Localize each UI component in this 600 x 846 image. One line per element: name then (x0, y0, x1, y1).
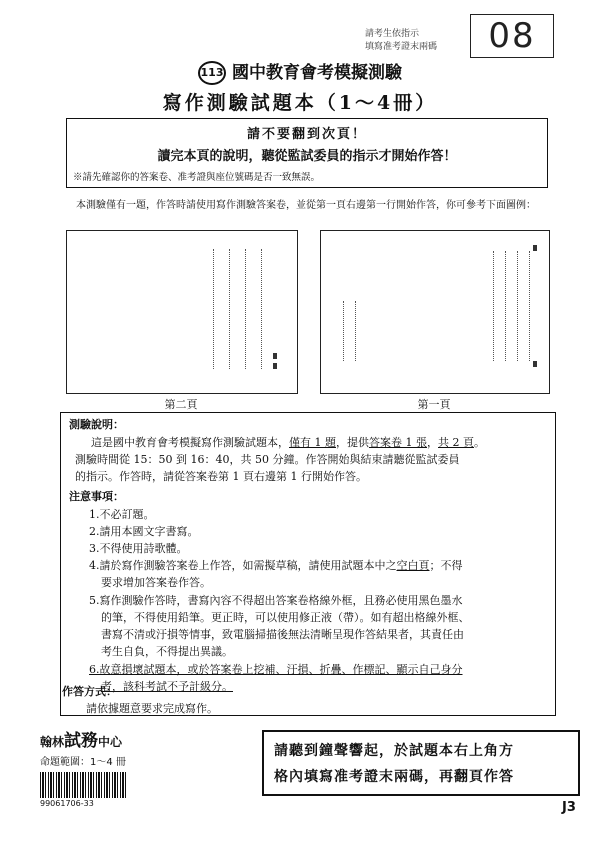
corner-instruction-line2: 填寫准考證末兩碼 (365, 42, 438, 52)
notice-line2: 讀完本頁的說明，聽從監試委員的指示才開始作答！ (157, 149, 457, 164)
final-instruction-box (262, 730, 580, 796)
exam-title (0, 58, 600, 85)
book-title: 寫作測驗試題本（1～4冊） (162, 92, 438, 114)
exam-range: 命題範圍：1～4 冊 (40, 757, 126, 768)
barcode-number: 99061706-33 (40, 799, 94, 808)
notice-line3: ※請先確認你的答案卷、准考證與座位號碼是否一致無誤。 (73, 172, 321, 183)
publisher-block (40, 726, 160, 808)
corner-instruction-line1: 請考生依指示 (365, 29, 420, 39)
instructions-box (60, 412, 556, 716)
caption-page2: 第二頁 (164, 398, 198, 411)
note-3: 3.不得使用詩歌體。 (89, 542, 188, 555)
instructions-p1-e: ， (427, 436, 438, 449)
instructions-heading: 測驗說明： (69, 418, 124, 431)
answer-sheet-page1-example (320, 230, 550, 394)
publisher-brand (40, 726, 160, 751)
exam-title-text: 國中教育會考模擬測驗 (232, 63, 402, 83)
answer-text: 請依據題意要求完成寫作。 (86, 702, 218, 715)
note-5-c: 書寫不清或汙損等情事，致電腦掃描後無法清晰呈現作答結果者，其責任由 (101, 628, 464, 641)
instructions-p2: 測驗時間從 15：50 到 16：40，共 50 分鐘。作答開始與結束請聽從監試委員 (75, 453, 460, 466)
page-code: J3 (562, 800, 576, 815)
instructions-p1-a: 這是國中教育會考模擬寫作測驗試題本， (91, 436, 289, 449)
instructions-p1 (91, 435, 485, 451)
note-1: 1.不必訂題。 (89, 508, 155, 521)
note-4-b: 空白頁 (396, 559, 430, 572)
instructions-p1-g: 。 (474, 436, 485, 449)
note-4 (89, 558, 463, 574)
note-5-b: 的筆，不得使用鉛筆。更正時，可以使用修正液（帶）。如有超出格線外框、 (101, 611, 470, 624)
note-4-cont: 要求增加答案卷作答。 (101, 576, 211, 589)
corner-instruction (365, 28, 437, 54)
brand-suffix: 中心 (98, 735, 123, 749)
exam-id-box[interactable]: 08 (470, 14, 554, 58)
answer-heading: 作答方式： (62, 685, 117, 698)
caption-page1: 第一頁 (417, 398, 451, 411)
note-4-a: 4.請於寫作測驗答案卷上作答，如需擬草稿，請使用試題本中之 (89, 559, 397, 572)
note-5-a: 5.寫作測驗作答時，書寫內容不得超出答案卷格線外框，且務必使用黑色墨水 (89, 594, 463, 607)
note-4-c: ；不得 (429, 559, 463, 572)
brand-main: 試務 (64, 731, 99, 751)
notes-heading: 注意事項： (69, 490, 124, 503)
instructions-p1-f: 共 2 頁 (438, 436, 474, 449)
notice-box (66, 118, 548, 188)
exam-number-badge: 113 (198, 61, 226, 85)
instructions-p1-d: 答案卷 1 張 (369, 436, 427, 449)
instructions-p3: 的指示。作答時，請從答案卷第 1 頁右邊第 1 行開始作答。 (75, 470, 367, 483)
final-instruction-line1: 請聽到鐘聲響起，於試題本右上角方 (274, 743, 514, 759)
brand-prefix: 翰林 (40, 735, 65, 749)
note-6-b: 者，該科考試不予計級分。 (101, 680, 233, 693)
final-instruction-line2: 格內填寫准考證末兩碼，再翻頁作答 (274, 769, 514, 785)
note-6-a: 6.故意損壞試題本，或於答案卷上挖補、汙損、折疊、作標記、顯示自己身分 (89, 663, 463, 676)
answer-sheet-page2-example (66, 230, 298, 394)
barcode (40, 772, 126, 798)
note-5-d: 考生自負，不得提出異議。 (101, 645, 233, 658)
intro-text: 本測驗僅有一題，作答時請使用寫作測驗答案卷，並從第一頁右邊第一行開始作答，你可參考下面圖例： (76, 200, 536, 211)
instructions-p1-c: ，提供 (336, 436, 369, 449)
instructions-p1-b: 僅有 1 題 (289, 436, 336, 449)
notice-line1: 請不要翻到次頁！ (246, 127, 367, 142)
note-2: 2.請用本國文字書寫。 (89, 525, 199, 538)
